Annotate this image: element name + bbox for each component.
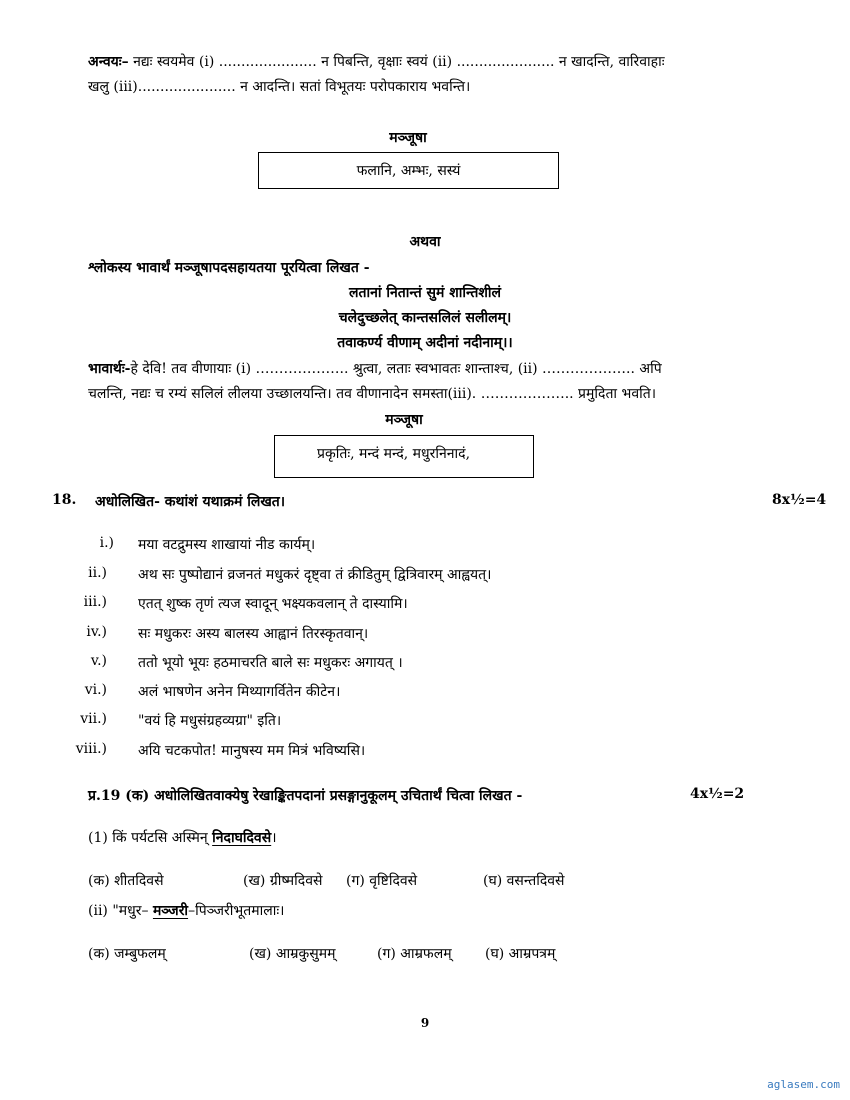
q19-marks: 4x½=2 [690, 786, 745, 802]
q19-q1-post: । [271, 830, 277, 846]
q19-q1-option: (ख) ग्रीष्मदिवसे [243, 873, 323, 889]
bhavarth-text-1: हे देवि! तव वीणायाः (i) ……………….. श्रुत्वा, लताः स्वभावतः शान्ताश्च, (ii) ……………….. अपि [130, 361, 662, 377]
q19-q2-post: –पिञ्जरीभूतमालाः। [188, 903, 285, 919]
q18-item-num: vi.) [84, 682, 107, 698]
q18-item-text: अयि चटकपोत! मानुषस्य मम मित्रं भविष्यसि। [138, 743, 366, 759]
q19-question-2 [88, 901, 284, 920]
q19-heading: प्र.19 (क) अधोलिखितवाक्येषु रेखाङ्कितपदानां प्रसङ्गानुकूलम् उचितार्थं चित्वा लिखत - [88, 788, 523, 804]
athava-heading: अथवा [409, 234, 441, 250]
shloka-instruction: श्लोकस्य भावार्थं मञ्जूषापदसहायतया पूरयित्वा लिखत - [88, 260, 370, 276]
shloka-line-2: चलेदुच्छलेत् कान्तसलिलं सलीलम्। [338, 310, 512, 326]
q18-item-num: ii.) [88, 565, 107, 581]
manjusha-words-1: फलानि, अम्भः, सस्यं [356, 163, 461, 179]
q19-q1-option: (क) शीतदिवसे [88, 873, 164, 889]
bhavarth-line-2: चलन्ति, नद्यः च रम्यं सलिलं लीलया उच्छालयन्ति। तव वीणानादेन समस्ता(iii). ……………….. प्रमुदिता भवति। [88, 386, 657, 402]
q18-item-text: एतत् शुष्क तृणं त्यज स्वादून् भक्ष्यकवलान् ते दास्यामि। [138, 596, 408, 612]
q18-number: 18. [52, 492, 77, 508]
q18-item-num: viii.) [75, 741, 107, 757]
q19-q1-option: (घ) वसन्तदिवसे [483, 873, 565, 889]
q19-question-1 [88, 828, 277, 847]
q19-q2-option: (घ) आम्रपत्रम् [485, 946, 556, 962]
manjusha-box-1 [258, 152, 559, 189]
anvaya-label: अन्वयः– [88, 54, 129, 70]
q18-item-num: iii.) [83, 594, 107, 610]
manjusha-title-2: मञ्जूषा [385, 412, 423, 428]
watermark: aglasem.com [767, 1078, 840, 1091]
q18-item-num: v.) [90, 653, 107, 669]
manjusha-title-1: मञ्जूषा [389, 130, 427, 146]
q19-q2-option: (क) जम्बुफलम् [88, 946, 166, 962]
manjusha-box-2 [274, 435, 534, 478]
anvaya-line-1 [88, 52, 665, 71]
q18-text: अधोलिखित- कथांशं यथाक्रमं लिखत। [95, 494, 286, 510]
q18-item-text: मया वटद्रुमस्य शाखायां नीड कार्यम्। [138, 537, 316, 553]
anvaya-text-1: नद्यः स्वयमेव (i) ...................... न पिबन्ति, वृक्षाः स्वयं (ii) ...................... न खादन्ति, वारिवाहाः [133, 54, 665, 70]
q18-item-text: "वयं हि मधुसंग्रहव्यग्रा" इति। [138, 713, 282, 729]
q18-marks: 8x½=4 [772, 492, 827, 508]
q18-item-text: अथ सः पुष्पोद्यानं व्रजनतं मधुकरं दृष्ट्वा तं क्रीडितुम् द्वित्रिवारम् आह्वयत्। [138, 567, 492, 583]
bhavarth-line-1 [88, 359, 662, 378]
q18-item-text: ततो भूयो भूयः हठमाचरति बाले सः मधुकरः अगायत् । [138, 655, 403, 671]
page-number: 9 [420, 1016, 430, 1030]
q18-item-num: iv.) [86, 624, 107, 640]
shloka-line-1: लतानां नितान्तं सुमं शान्तिशीलं [349, 285, 501, 301]
shloka-line-3: तवाकर्ण्य वीणाम् अदीनां नदीनाम्।। [337, 335, 513, 351]
q19-q1-option: (ग) वृष्टिदिवसे [346, 873, 418, 889]
q19-q2-pre: (ii) "मधुर– [88, 903, 149, 919]
q19-q1-pre: (1) किं पर्यटसि अस्मिन् [88, 830, 208, 846]
anvaya-line-2: खलु (iii)...................... न आदन्ति। सतां विभूतयः परोपकाराय भवन्ति। [88, 79, 471, 95]
q18-item-num: vii.) [80, 711, 107, 727]
q18-item-num: i.) [99, 535, 114, 551]
q18-item-text: अलं भाषणेन अनेन मिथ्यागर्वितेन कीटेन। [138, 684, 341, 700]
manjusha-words-2: प्रकृतिः, मन्दं मन्दं, मधुरनिनादं, [317, 446, 471, 462]
q18-item-text: सः मधुकरः अस्य बालस्य आह्वानं तिरस्कृतवान्। [138, 626, 369, 642]
bhavarth-label: भावार्थः- [88, 361, 131, 377]
q19-q2-option: (ख) आम्रकुसुमम् [249, 946, 336, 962]
q19-q1-underlined: निदाघदिवसे [212, 830, 272, 846]
q19-q2-underlined: मञ्जरी [152, 903, 189, 919]
q19-q2-option: (ग) आम्रफलम् [377, 946, 452, 962]
